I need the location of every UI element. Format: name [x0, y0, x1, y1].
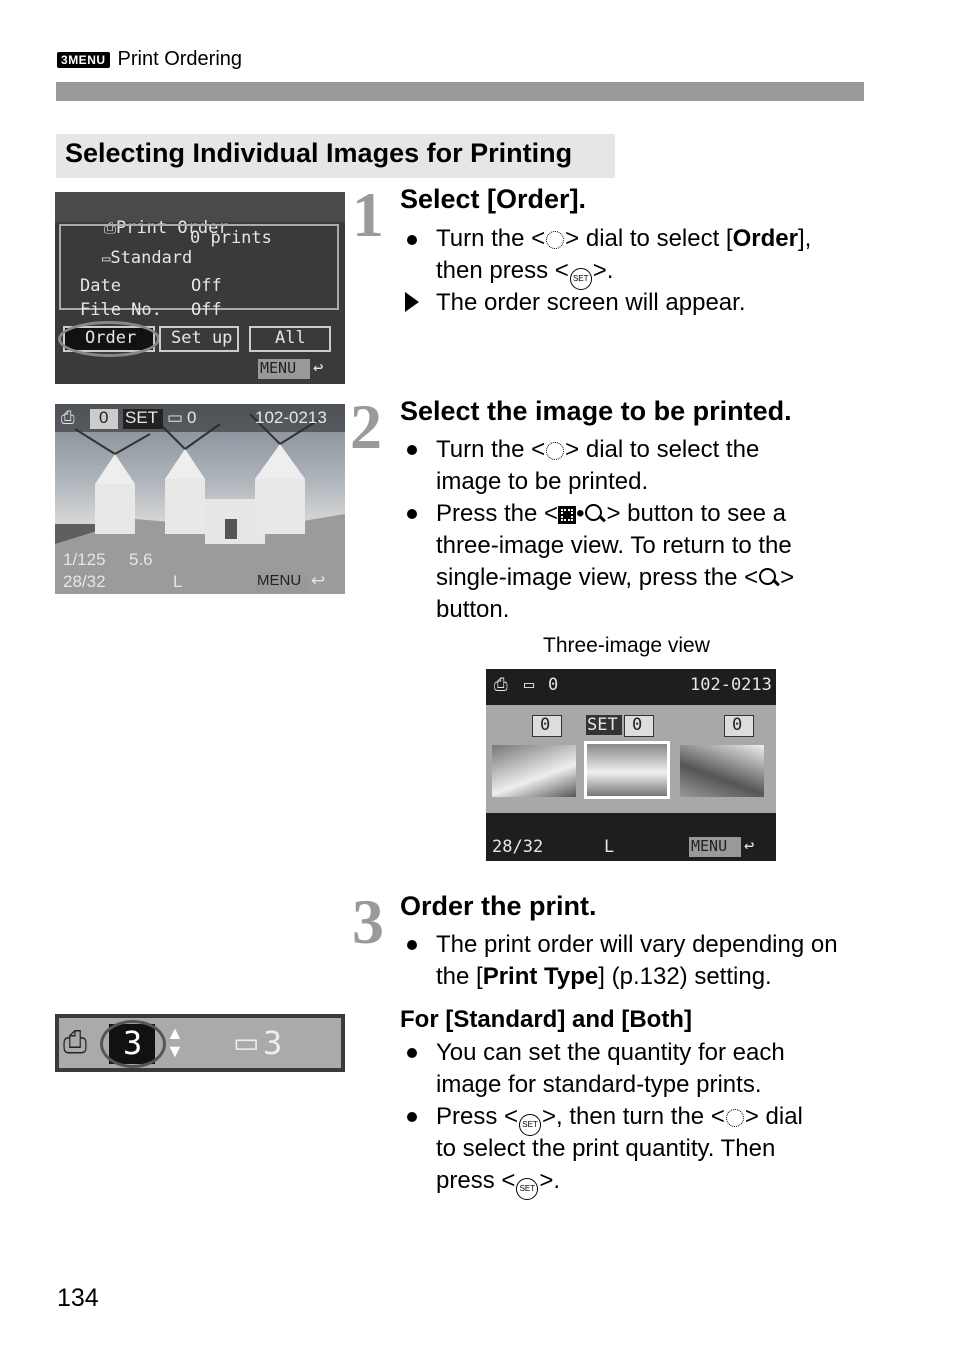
text-run: > — [780, 564, 795, 591]
text-bold: Print Type — [482, 963, 599, 990]
bullet-icon — [407, 445, 417, 455]
set-button-icon: SET — [570, 268, 592, 290]
print-order-icon: ⎙ — [494, 675, 508, 695]
text-run: Press < — [436, 1103, 519, 1130]
thumb1-count: 0 — [540, 715, 551, 735]
print-order-icon: ⎙ — [103, 219, 116, 237]
dial-icon — [726, 1109, 744, 1127]
three-image-screen — [486, 669, 776, 861]
bullet-icon — [407, 1048, 417, 1058]
return-icon: ↩ — [744, 836, 755, 856]
text-run: ] (p.132) setting. — [598, 963, 772, 990]
screen2-frame: 28/32 — [63, 572, 106, 591]
thumbnail-1[interactable] — [492, 745, 576, 797]
print-order-icon: ⎙ — [61, 408, 75, 427]
screen1-fileno-label: File No. — [80, 300, 162, 320]
return-icon: ↩ — [313, 358, 324, 378]
dial-icon — [546, 442, 564, 460]
screen3-quality: L — [604, 837, 615, 857]
three-image-caption: Three-image view — [543, 634, 710, 657]
screen1-prints: 0 prints — [190, 228, 272, 248]
screen2-shutter: 1/125 — [63, 550, 106, 569]
print-order-icon: ⎙ — [63, 1026, 87, 1059]
screen3-menu: MENU — [691, 837, 728, 855]
highlight-circle — [100, 1020, 166, 1068]
menu-tab-number: 3 — [61, 52, 69, 67]
standard-print-icon: ▭ — [524, 675, 535, 695]
text-run: > dial to select [ — [565, 225, 733, 252]
step-2-line-3 — [436, 498, 786, 530]
screen3-file: 102-0213 — [690, 675, 772, 695]
screen3-set: SET — [587, 715, 618, 735]
single-image-screen — [55, 404, 345, 594]
screen2-count2: 0 — [187, 408, 197, 427]
text-run: >. — [539, 1167, 561, 1194]
standard-print-icon: ▭ — [101, 251, 111, 267]
step-3-line-1: The print order will vary depending on — [436, 931, 838, 958]
step-number-3: 3 — [352, 886, 384, 957]
step-number-1: 1 — [352, 179, 384, 250]
text-run: > dial — [744, 1103, 803, 1130]
step-number-2: 2 — [350, 391, 382, 462]
text-run: Press the < — [436, 500, 559, 527]
thumb2-count: 0 — [632, 715, 643, 735]
text-run: > dial to select the — [565, 436, 760, 463]
order-button[interactable]: Order — [85, 328, 137, 348]
page-number: 134 — [57, 1284, 99, 1312]
text-run: the [ — [436, 963, 483, 990]
screen2-aperture: 5.6 — [129, 550, 153, 569]
bullet-icon — [407, 1112, 417, 1122]
screen1-date-value: Off — [191, 276, 222, 296]
text-run: >, then turn the < — [542, 1103, 725, 1130]
zoom-in-icon — [759, 568, 779, 588]
bullet-icon — [407, 509, 417, 519]
screen2-set: SET — [125, 408, 159, 427]
step-2-line-1 — [436, 434, 759, 466]
step-3-line-3: You can set the quantity for each — [436, 1039, 785, 1066]
step-3-title: Order the print. — [400, 891, 597, 921]
section-title: Selecting Individual Images for Printing — [56, 134, 615, 178]
step-1-title: Select [Order]. — [400, 184, 587, 214]
step-3-subheading: For [Standard] and [Both] — [400, 1006, 692, 1033]
screen1-fileno-value: Off — [191, 300, 222, 320]
thumb3-count: 0 — [732, 715, 743, 735]
bullet-icon — [407, 940, 417, 950]
header-title: Print Ordering — [117, 48, 243, 70]
up-down-arrows-icon: ▲ ▼ — [166, 1023, 184, 1061]
menu-tab-icon — [57, 52, 110, 68]
highlight-circle — [58, 321, 160, 357]
screen3-count: 0 — [548, 675, 559, 695]
zoom-out-icon — [585, 504, 605, 524]
menu-tab-text: MENU — [68, 52, 106, 67]
screen1-date-label: Date — [80, 276, 121, 296]
all-button[interactable]: All — [275, 328, 306, 348]
screen1-type: Standard — [110, 248, 193, 268]
screen3-frame: 28/32 — [492, 837, 544, 857]
header-rule — [56, 82, 864, 101]
index-icon — [558, 506, 576, 524]
standard-print-icon: ▭ — [167, 408, 184, 427]
result-arrow-icon — [405, 292, 419, 312]
text-run: ], — [797, 225, 812, 252]
text-run: Turn the < — [436, 436, 546, 463]
return-icon: ↩ — [311, 571, 326, 590]
step-2-line-2: image to be printed. — [436, 468, 649, 495]
text-run: press < — [436, 1167, 516, 1194]
step-1-result: The order screen will appear. — [436, 289, 746, 316]
set-button-icon: SET — [516, 1178, 538, 1200]
screen2-count: 0 — [99, 408, 109, 427]
step-3-line-6: to select the print quantity. Then — [436, 1135, 776, 1162]
text-run: single-image view, press the < — [436, 564, 759, 591]
step-3-line-2 — [436, 961, 772, 993]
step-2-title: Select the image to be printed. — [400, 396, 792, 426]
dial-icon — [546, 231, 564, 249]
text-bold: Order — [732, 225, 798, 252]
text-run: Turn the < — [436, 225, 546, 252]
screen2-file: 102-0213 — [255, 408, 327, 427]
thumbnail-2-selected[interactable] — [584, 741, 670, 799]
step-3-line-4: image for standard-type prints. — [436, 1071, 762, 1098]
screen2-quality: L — [173, 572, 183, 591]
set-button-icon: SET — [519, 1114, 541, 1136]
text-run: >. — [592, 257, 614, 284]
quantity-screen — [55, 1014, 345, 1072]
screen1-title: Print Order — [115, 218, 229, 238]
running-header — [57, 48, 242, 71]
step-1-line-2 — [436, 255, 613, 290]
step-3-line-5 — [436, 1101, 803, 1136]
text-run: then press < — [436, 257, 569, 284]
step-3-line-7 — [436, 1165, 560, 1200]
step-2-line-6: button. — [436, 596, 510, 623]
screen2-menu: MENU — [257, 572, 302, 589]
step-1-line-1 — [436, 223, 811, 255]
standard-quantity: 3 — [263, 1024, 283, 1062]
bullet-icon — [407, 235, 417, 245]
thumbnail-3[interactable] — [680, 745, 764, 797]
print-order-screen — [55, 192, 345, 384]
step-2-line-5 — [436, 562, 794, 594]
text-run: > button to see a — [606, 500, 786, 527]
quantity-value: 3 — [123, 1024, 143, 1062]
standard-print-icon: ▭ — [233, 1027, 260, 1058]
screen1-menu: MENU — [260, 359, 297, 377]
dot-separator: • — [576, 500, 585, 527]
setup-button[interactable]: Set up — [171, 328, 233, 348]
step-2-line-4: three-image view. To return to the — [436, 532, 792, 559]
